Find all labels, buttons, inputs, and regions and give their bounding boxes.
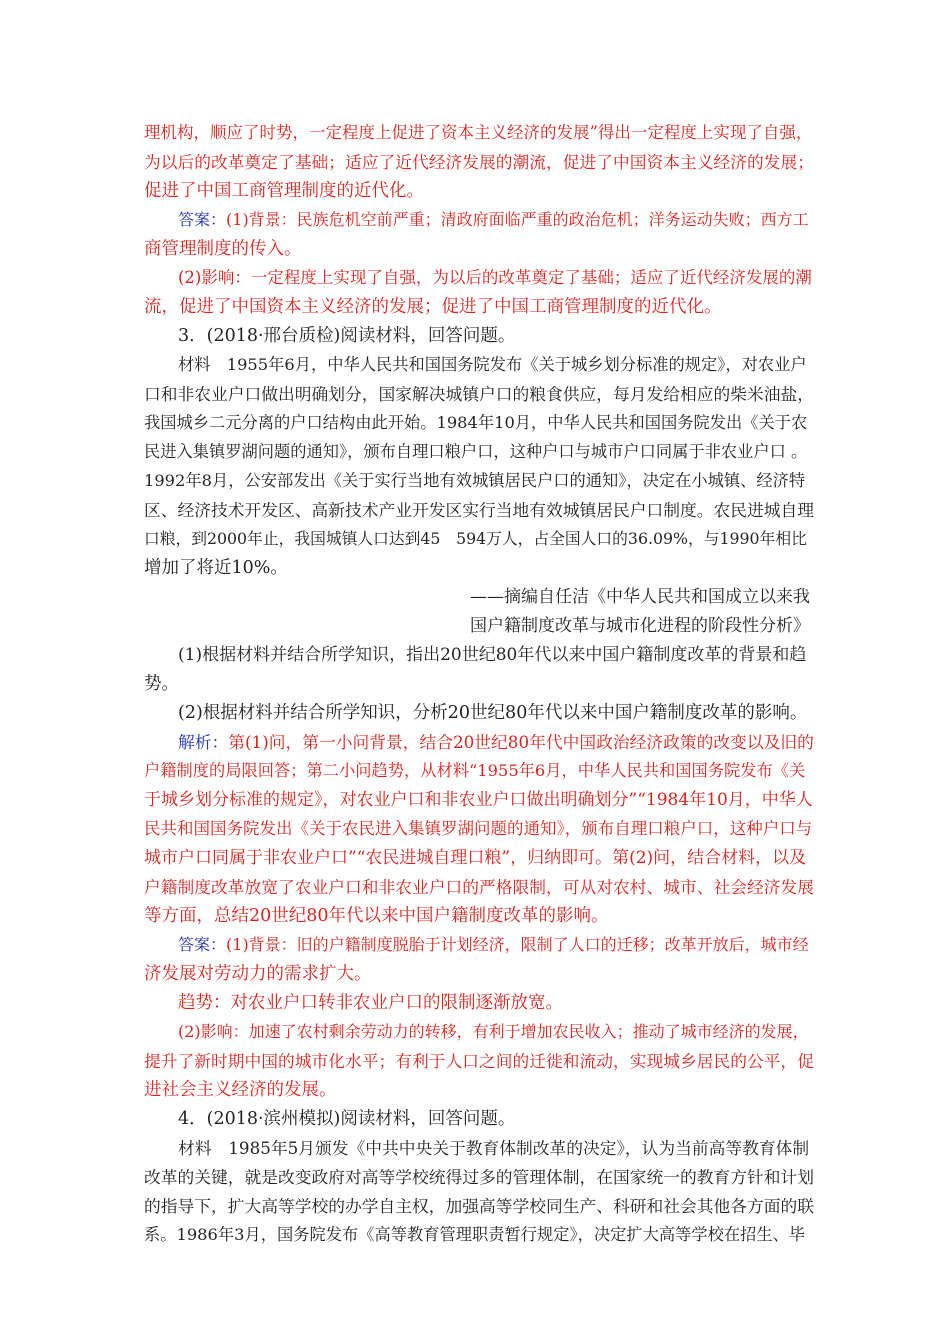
sub-question: (1)根据材料并结合所学知识，指出20世纪80年代以来中国户籍制度改革的背景和趋 <box>178 645 807 665</box>
sub-question: 势。 <box>144 674 179 694</box>
analysis-line: 为以后的改革奠定了基础；适应了近代经济发展的潮流，促进了中国资本主义经济的发展； <box>144 152 815 172</box>
source-citation: ——摘编自任洁《中华人民共和国成立以来我 <box>470 587 810 607</box>
answer-line: 提升了新时期中国的城市化水平；有利于人口之间的迁徙和流动，实现城乡居民的公平，促 <box>144 1051 815 1071</box>
material-line: 增加了将近10%。 <box>144 558 288 578</box>
analysis-line: 解析：第(1)问，第一小问背景，结合20世纪80年代中国政治经济政策的改变以及旧的 <box>178 732 814 752</box>
answer-line: 答案：(1)背景：民族危机空前严重；清政府面临严重的政治危机；洋务运动失败；西方工 <box>178 210 809 229</box>
material-line: 民进入集镇罗湖问题的通知》，颁布自理口粮户口，这种户口与城市户口同属于非农业户口 。 <box>144 442 808 461</box>
analysis-line: 促进了中国工商管理制度的近代化。 <box>144 181 424 201</box>
answer-line: 济发展对劳动力的需求扩大。 <box>144 964 372 984</box>
analysis-line: 于城乡划分标准的规定》，对农业户口和非农业户口做出明确划分”“1984年10月，中华人 <box>144 790 813 810</box>
answer-label: 答案： <box>178 210 227 229</box>
material-line: 1992年8月，公安部发出《关于实行当地有效城镇居民户口的通知》，决定在小城镇、经济特 <box>144 471 806 490</box>
answer-line: 商管理制度的传入。 <box>144 239 302 259</box>
source-citation: 国户籍制度改革与城市化进程的阶段性分析》 <box>470 616 810 636</box>
material-line: 我国城乡二元分离的户口结构由此开始。1984年10月，中华人民共和国国务院发出《关于农 <box>144 413 808 432</box>
answer-line: (2)影响：一定程度上实现了自强，为以后的改革奠定了基础；适应了近代经济发展的潮 <box>178 268 812 287</box>
material-line: 的指导下，扩大高等学校的办学自主权，加强高等学校同生产、科研和社会其他各方面的联 <box>144 1196 815 1216</box>
answer-line: 流，促进了中国资本主义经济的发展；促进了中国工商管理制度的近代化。 <box>144 297 722 317</box>
analysis-line: 理机构，顺应了时势，一定程度上促进了资本主义经济的发展”得出一定程度上实现了自强， <box>144 123 813 142</box>
question-heading: 4．(2018·滨州模拟)阅读材料，回答问题。 <box>178 1109 516 1129</box>
analysis-line: 户籍制度的局限回答；第二小问趋势，从材料“1955年6月，中华人民共和国国务院发布《关 <box>144 761 806 780</box>
analysis-line: 民共和国国务院发出《关于农民进入集镇罗湖问题的通知》，颁布自理口粮户口，这种户口与 <box>144 819 813 838</box>
analysis-line: 城市户口同属于非农业户口”“农民进城自理口粮”，归纳即可。第(2)问，结合材料，以及 <box>144 848 807 868</box>
analysis-label: 解析： <box>178 732 229 752</box>
sub-question: (2)根据材料并结合所学知识，分析20世纪80年代以来中国户籍制度改革的影响。 <box>178 703 808 723</box>
material-line: 口和非农业户口做出明确划分，国家解决城镇户口的粮食供应，每月发给相应的柴米油盐， <box>144 384 815 404</box>
answer-line: 进社会主义经济的发展。 <box>144 1080 337 1100</box>
material-line: 口粮，到2000年止，我国城镇人口达到45 594万人，占全国人口的36.09%，与1990年相比 <box>144 529 807 548</box>
material-line: 系。1986年3月，国务院发布《高等教育管理职责暂行规定》，决定扩大高等学校在招生、毕 <box>144 1225 806 1244</box>
question-heading: 3．(2018·邢台质检)阅读材料，回答问题。 <box>178 326 516 346</box>
answer-line: 趋势：对农业户口转非农业户口的限制逐渐放宽。 <box>178 993 563 1013</box>
answer-label: 答案： <box>178 935 227 954</box>
answer-line: 答案：(1)背景：旧的户籍制度脱胎于计划经济，限制了人口的迁移；改革开放后，城市经 <box>178 935 809 954</box>
material-line: 材料 1985年5月颁发《中共中央关于教育体制改革的决定》，认为当前高等教育体制 <box>178 1138 810 1158</box>
material-line: 改革的关键，就是改变政府对高等学校统得过多的管理体制，在国家统一的教育方针和计划 <box>144 1167 815 1187</box>
analysis-line: 等方面，总结20世纪80年代以来中国户籍制度改革的影响。 <box>144 906 609 926</box>
answer-line: (2)影响：加速了农村剩余劳动力的转移，有利于增加农民收入；推动了城市经济的发展， <box>178 1022 809 1041</box>
material-line: 区、经济技术开发区、高新技术产业开发区实行当地有效城镇居民户口制度。农民进城自理 <box>144 500 815 520</box>
material-line: 材料 1955年6月，中华人民共和国国务院发布《关于城乡划分标准的规定》，对农业户 <box>178 355 807 374</box>
analysis-line: 户籍制度改革放宽了农业户口和非农业户口的严格限制，可从对农村、城市、社会经济发展 <box>144 877 815 897</box>
